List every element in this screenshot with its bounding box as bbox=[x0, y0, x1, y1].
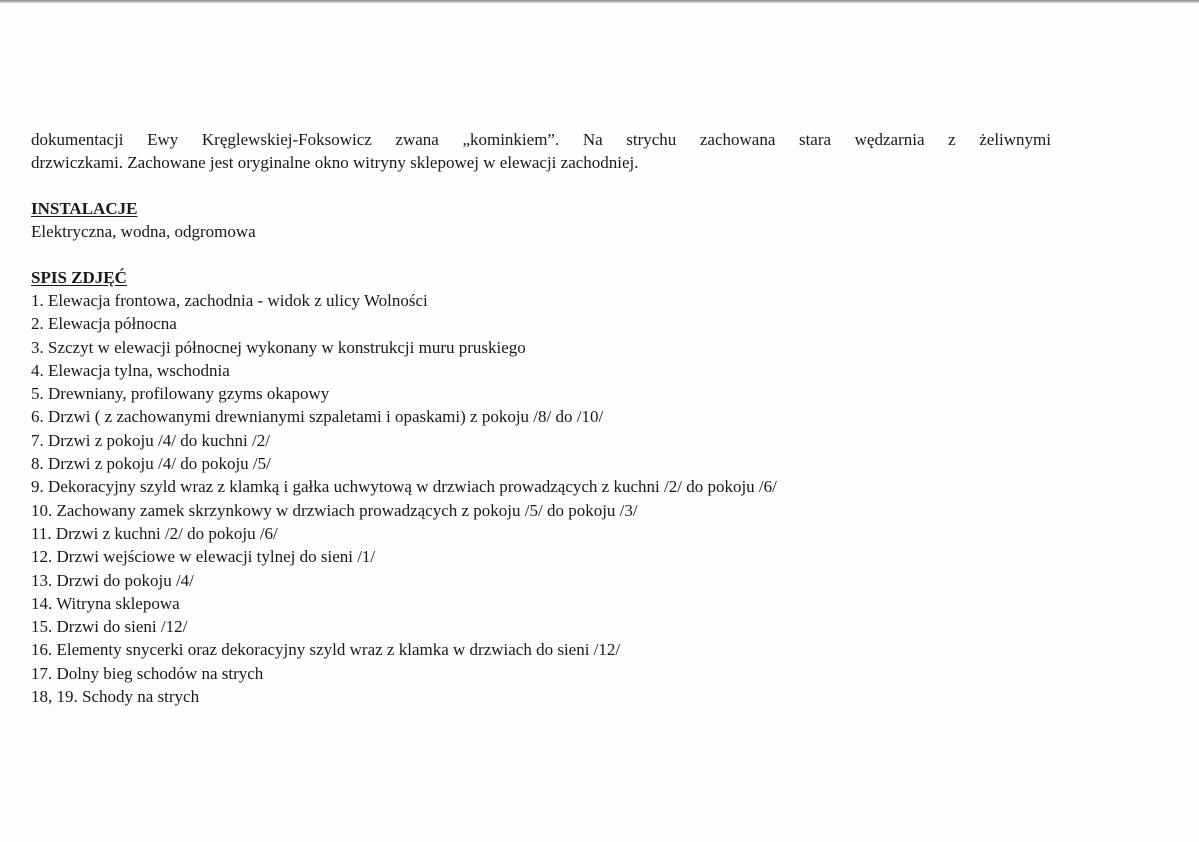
photo-list-item: 2. Elewacja północna bbox=[31, 314, 177, 334]
photo-list-item: 12. Drzwi wejściowe w elewacji tylnej do sieni /1/ bbox=[31, 547, 376, 567]
photo-list-item: 4. Elewacja tylna, wschodnia bbox=[31, 360, 230, 380]
photo-list-item: 6. Drzwi ( z zachowanymi drewnianymi szpaletami i opaskami) z pokoju /8/ do /10/ bbox=[31, 407, 604, 427]
photo-list bbox=[31, 289, 1051, 708]
photo-list-item: 1. Elewacja frontowa, zachodnia - widok z ulicy Wolności bbox=[31, 291, 428, 310]
photo-list-item: 5. Drewniany, profilowany gzyms okapowy bbox=[31, 384, 330, 404]
intro-paragraph bbox=[31, 128, 1051, 174]
photo-list-item: 14. Witryna sklepowa bbox=[31, 593, 180, 613]
photo-list-item: 15. Drzwi do sieni /12/ bbox=[31, 617, 188, 637]
photo-list-item: 7. Drzwi z pokoju /4/ do kuchni /2/ bbox=[31, 430, 270, 450]
photo-list-item: 18, 19. Schody na strych bbox=[31, 687, 200, 707]
scan-edge bbox=[0, 0, 1199, 3]
intro-line-1: dokumentacji Ewy Kręglewskiej-Foksowicz zwana „kominkiem”. Na strychu zachowana stara wędzarnia z żeliwnymi bbox=[31, 130, 1051, 149]
photos-heading: SPIS ZDJĘĆ bbox=[31, 268, 127, 287]
photo-list-item: 11. Drzwi z kuchni /2/ do pokoju /6/ bbox=[31, 523, 278, 543]
photo-list-item: 16. Elementy snycerki oraz dekoracyjny szyld wraz z klamka w drzwiach do sieni /12/ bbox=[31, 640, 621, 660]
photo-list-item: 9. Dekoracyjny szyld wraz z klamką i gałka uchwytową w drzwiach prowadzących z kuchni /2/ do pokoju /6/ bbox=[31, 477, 777, 497]
installations-text: Elektryczna, wodna, odgromowa bbox=[31, 222, 256, 241]
photo-list-item: 17. Dolny bieg schodów na strych bbox=[31, 663, 264, 683]
photo-list-item: 10. Zachowany zamek skrzynkowy w drzwiach prowadzących z pokoju /5/ do pokoju /3/ bbox=[31, 500, 638, 520]
photo-list-item: 13. Drzwi do pokoju /4/ bbox=[31, 570, 194, 590]
intro-line-2: drzwiczkami. Zachowane jest oryginalne okno witryny sklepowej w elewacji zachodniej. bbox=[31, 153, 639, 172]
installations-heading: INSTALACJE bbox=[31, 199, 138, 218]
photo-list-item: 3. Szczyt w elewacji północnej wykonany w konstrukcji muru pruskiego bbox=[31, 337, 526, 357]
document-body bbox=[31, 128, 1051, 708]
photo-list-item: 8. Drzwi z pokoju /4/ do pokoju /5/ bbox=[31, 454, 271, 474]
